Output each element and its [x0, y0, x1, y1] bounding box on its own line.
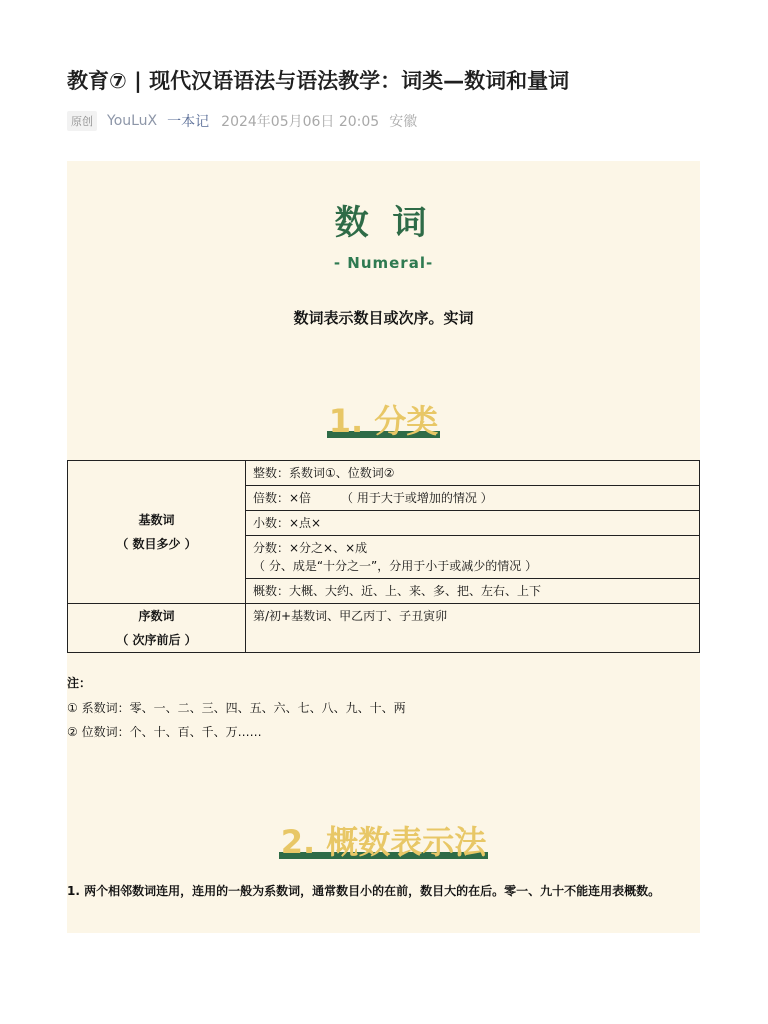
- original-badge: 原创: [67, 111, 97, 131]
- fraction-note: （ 分、成是“十分之一”，分用于小于或减少的情况 ）: [253, 559, 538, 573]
- table-row: [68, 604, 700, 653]
- table-row: [68, 461, 700, 486]
- account-link[interactable]: 一本记: [167, 114, 210, 130]
- numeral-heading-text: 数 词: [334, 203, 433, 243]
- table-cell: 概数：大概、大约、近、上、来、多、把、左右、上下: [246, 579, 700, 604]
- table-cell: 小数：×点×: [246, 511, 700, 536]
- numeral-heading: [67, 195, 700, 244]
- section2-paragraph: 1. 两个相邻数词连用，连用的一般为系数词，通常数目小的在前，数目大的在后。零一、九十不能连用表概数。: [67, 884, 661, 898]
- section2-heading: [67, 817, 700, 863]
- ordinal-label: 序数词: [138, 609, 175, 623]
- table-cell: 整数：系数词①、位数词②: [246, 461, 700, 486]
- cardinal-label: 基数词: [138, 513, 175, 527]
- content-card: [67, 161, 700, 933]
- ordinal-label-cell: [68, 604, 246, 653]
- publish-date: 2024年05月06日 20:05: [221, 114, 380, 130]
- table-cell: 倍数：×倍 （ 用于大于或增加的情况 ）: [246, 486, 700, 511]
- ordinal-sublabel: （ 次序前后 ）: [116, 633, 197, 647]
- publish-location: 安徽: [389, 114, 418, 130]
- article-meta: [67, 110, 417, 132]
- table-cell: [246, 536, 700, 579]
- section1-heading: [67, 396, 700, 442]
- cardinal-label-cell: [68, 461, 246, 604]
- cardinal-sublabel: （ 数目多少 ）: [116, 537, 197, 551]
- notes-title: 注：: [67, 676, 92, 690]
- table-cell: 第/初+基数词、甲乙丙丁、子丑寅卯: [246, 604, 700, 653]
- note-item: ② 位数词：个、十、百、千、万……: [67, 725, 262, 739]
- article-title: 教育⑦ | 现代汉语语法与语法教学：词类—数词和量词: [67, 69, 570, 93]
- numeral-definition: 数词表示数目或次序。实词: [293, 309, 474, 327]
- fraction-line: 分数：×分之×、×成: [253, 541, 368, 555]
- note-item: ① 系数词：零、一、二、三、四、五、六、七、八、九、十、两: [67, 700, 406, 715]
- section1-heading-text: 1. 分类: [328, 402, 439, 440]
- classification-table: [67, 460, 700, 653]
- section2-heading-text: 2. 概数表示法: [280, 823, 487, 861]
- notes-block: [67, 671, 700, 745]
- numeral-subtitle: - Numeral-: [333, 254, 434, 272]
- author-name[interactable]: YouLuX: [107, 113, 158, 129]
